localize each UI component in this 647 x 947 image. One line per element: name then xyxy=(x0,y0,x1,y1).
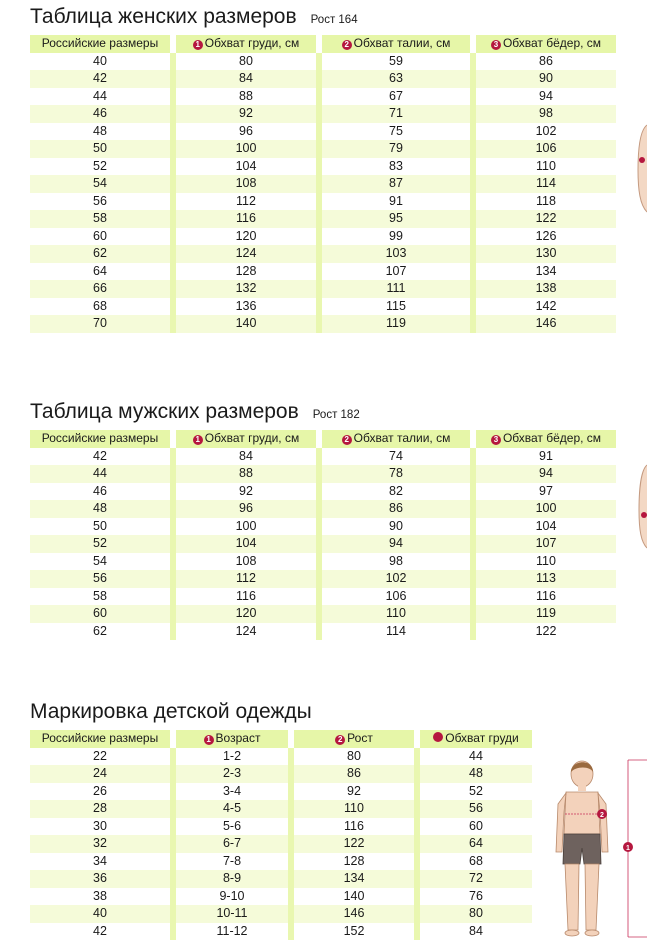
table-cell: 6-7 xyxy=(176,835,288,853)
table-cell: 99 xyxy=(322,228,470,246)
table-row xyxy=(30,245,616,263)
table-row xyxy=(30,783,532,801)
table-cell: 104 xyxy=(176,535,316,553)
women-figure-icon xyxy=(632,120,647,215)
table-row xyxy=(30,765,532,783)
table-cell: 26 xyxy=(30,783,170,801)
table-cell: 98 xyxy=(322,553,470,571)
men-header-row xyxy=(30,430,616,448)
women-column-header xyxy=(476,35,616,53)
women-column-header-label: Обхват груди, см xyxy=(204,36,300,50)
table-row xyxy=(30,210,616,228)
table-cell: 34 xyxy=(30,853,170,871)
men-column-header-label: Российские размеры xyxy=(41,431,159,445)
table-row xyxy=(30,298,616,316)
table-cell: 38 xyxy=(30,888,170,906)
table-cell: 91 xyxy=(476,448,616,466)
kids-title-row xyxy=(30,695,532,725)
table-row xyxy=(30,500,616,518)
table-cell: 70 xyxy=(30,315,170,333)
table-cell: 132 xyxy=(176,280,316,298)
table-cell: 116 xyxy=(176,588,316,606)
table-cell: 116 xyxy=(476,588,616,606)
table-cell: 103 xyxy=(322,245,470,263)
table-cell: 46 xyxy=(30,105,170,123)
table-cell: 138 xyxy=(476,280,616,298)
table-cell: 112 xyxy=(176,570,316,588)
table-cell: 142 xyxy=(476,298,616,316)
table-cell: 42 xyxy=(30,70,170,88)
table-cell: 30 xyxy=(30,818,170,836)
table-cell: 100 xyxy=(176,140,316,158)
table-cell: 64 xyxy=(420,835,532,853)
table-cell: 79 xyxy=(322,140,470,158)
table-cell: 104 xyxy=(176,158,316,176)
marker-number-icon: 2 xyxy=(335,735,345,745)
table-cell: 140 xyxy=(294,888,414,906)
table-cell: 146 xyxy=(476,315,616,333)
men-size-table xyxy=(30,430,616,640)
table-cell: 84 xyxy=(420,923,532,941)
women-size-section xyxy=(30,0,616,333)
table-cell: 98 xyxy=(476,105,616,123)
child-chest-marker-label: 2 xyxy=(600,812,604,819)
child-height-marker-label: 1 xyxy=(626,845,630,852)
table-cell: 72 xyxy=(420,870,532,888)
table-cell: 74 xyxy=(322,448,470,466)
women-column-header-label: Обхват бёдер, см xyxy=(502,36,602,50)
marker-number-icon: 3 xyxy=(491,40,501,50)
table-cell: 122 xyxy=(476,210,616,228)
women-figure-marker-icon xyxy=(639,157,645,163)
table-cell: 146 xyxy=(294,905,414,923)
women-header-row xyxy=(30,35,616,53)
table-cell: 134 xyxy=(476,263,616,281)
table-cell: 106 xyxy=(322,588,470,606)
table-cell: 9-10 xyxy=(176,888,288,906)
table-cell: 5-6 xyxy=(176,818,288,836)
women-title-row xyxy=(30,0,616,30)
kids-column-header xyxy=(176,730,288,748)
table-row xyxy=(30,465,616,483)
table-cell: 96 xyxy=(176,123,316,141)
table-cell: 24 xyxy=(30,765,170,783)
table-row xyxy=(30,623,616,641)
table-cell: 124 xyxy=(176,245,316,263)
marker-number-icon: 1 xyxy=(193,40,203,50)
table-cell: 42 xyxy=(30,448,170,466)
table-cell: 56 xyxy=(30,570,170,588)
table-cell: 120 xyxy=(176,605,316,623)
table-cell: 107 xyxy=(322,263,470,281)
marker-number-icon xyxy=(433,732,443,742)
table-cell: 68 xyxy=(420,853,532,871)
table-row xyxy=(30,553,616,571)
table-cell: 108 xyxy=(176,553,316,571)
table-cell: 134 xyxy=(294,870,414,888)
women-column-header-label: Российские размеры xyxy=(41,36,159,50)
table-cell: 110 xyxy=(294,800,414,818)
table-cell: 48 xyxy=(30,123,170,141)
table-cell: 50 xyxy=(30,518,170,536)
table-cell: 116 xyxy=(176,210,316,228)
women-column-header xyxy=(176,35,316,53)
table-row xyxy=(30,88,616,106)
women-column-header xyxy=(30,35,170,53)
men-size-section xyxy=(30,395,616,640)
marker-number-icon: 3 xyxy=(491,435,501,445)
table-cell: 95 xyxy=(322,210,470,228)
table-cell: 2-3 xyxy=(176,765,288,783)
table-cell: 106 xyxy=(476,140,616,158)
kids-size-section xyxy=(30,695,532,940)
table-cell: 128 xyxy=(294,853,414,871)
table-cell: 102 xyxy=(322,570,470,588)
table-row xyxy=(30,605,616,623)
women-column-header-label: Обхват талии, см xyxy=(353,36,451,50)
table-cell: 86 xyxy=(322,500,470,518)
table-cell: 75 xyxy=(322,123,470,141)
table-cell: 90 xyxy=(322,518,470,536)
men-title-row xyxy=(30,395,616,425)
table-cell: 52 xyxy=(420,783,532,801)
table-row xyxy=(30,518,616,536)
table-cell: 60 xyxy=(30,605,170,623)
table-cell: 44 xyxy=(30,88,170,106)
kids-column-header xyxy=(30,730,170,748)
table-row xyxy=(30,748,532,766)
table-cell: 114 xyxy=(322,623,470,641)
table-row xyxy=(30,315,616,333)
table-cell: 42 xyxy=(30,923,170,941)
table-cell: 8-9 xyxy=(176,870,288,888)
table-cell: 113 xyxy=(476,570,616,588)
kids-column-header-label: Обхват груди xyxy=(445,731,519,745)
table-cell: 64 xyxy=(30,263,170,281)
kids-header-row xyxy=(30,730,532,748)
table-cell: 58 xyxy=(30,588,170,606)
table-cell: 78 xyxy=(322,465,470,483)
table-cell: 71 xyxy=(322,105,470,123)
table-cell: 110 xyxy=(476,158,616,176)
table-cell: 112 xyxy=(176,193,316,211)
table-row xyxy=(30,175,616,193)
table-row xyxy=(30,535,616,553)
men-figure-marker-icon xyxy=(641,512,647,518)
table-cell: 82 xyxy=(322,483,470,501)
table-cell: 87 xyxy=(322,175,470,193)
table-row xyxy=(30,280,616,298)
table-cell: 54 xyxy=(30,175,170,193)
table-cell: 80 xyxy=(176,53,316,71)
table-cell: 91 xyxy=(322,193,470,211)
table-cell: 83 xyxy=(322,158,470,176)
table-cell: 11-12 xyxy=(176,923,288,941)
table-cell: 7-8 xyxy=(176,853,288,871)
table-row xyxy=(30,483,616,501)
table-cell: 60 xyxy=(30,228,170,246)
women-size-table xyxy=(30,35,616,333)
table-cell: 100 xyxy=(476,500,616,518)
table-cell: 60 xyxy=(420,818,532,836)
men-column-header xyxy=(476,430,616,448)
table-cell: 92 xyxy=(176,483,316,501)
table-cell: 44 xyxy=(30,465,170,483)
table-cell: 66 xyxy=(30,280,170,298)
table-cell: 152 xyxy=(294,923,414,941)
table-cell: 108 xyxy=(176,175,316,193)
table-row xyxy=(30,888,532,906)
table-cell: 128 xyxy=(176,263,316,281)
women-height-note: Рост 164 xyxy=(310,14,358,26)
table-cell: 56 xyxy=(420,800,532,818)
table-cell: 48 xyxy=(420,765,532,783)
table-cell: 110 xyxy=(322,605,470,623)
table-row xyxy=(30,140,616,158)
table-cell: 97 xyxy=(476,483,616,501)
table-cell: 68 xyxy=(30,298,170,316)
table-cell: 94 xyxy=(476,465,616,483)
table-cell: 36 xyxy=(30,870,170,888)
table-cell: 48 xyxy=(30,500,170,518)
table-cell: 32 xyxy=(30,835,170,853)
kids-column-header-label: Рост xyxy=(347,731,373,745)
kids-column-header-label: Возраст xyxy=(215,731,261,745)
table-cell: 88 xyxy=(176,465,316,483)
table-row xyxy=(30,228,616,246)
table-cell: 54 xyxy=(30,553,170,571)
men-figure-icon xyxy=(632,460,647,550)
table-cell: 40 xyxy=(30,53,170,71)
table-cell: 118 xyxy=(476,193,616,211)
table-row xyxy=(30,870,532,888)
men-column-header-label: Обхват бёдер, см xyxy=(502,431,602,445)
table-cell: 10-11 xyxy=(176,905,288,923)
table-cell: 67 xyxy=(322,88,470,106)
marker-number-icon: 1 xyxy=(193,435,203,445)
table-cell: 122 xyxy=(476,623,616,641)
table-cell: 96 xyxy=(176,500,316,518)
table-cell: 50 xyxy=(30,140,170,158)
marker-number-icon: 1 xyxy=(204,735,214,745)
table-cell: 84 xyxy=(176,448,316,466)
table-cell: 111 xyxy=(322,280,470,298)
table-cell: 56 xyxy=(30,193,170,211)
table-row xyxy=(30,905,532,923)
kids-size-table xyxy=(30,730,532,940)
table-cell: 76 xyxy=(420,888,532,906)
table-cell: 120 xyxy=(176,228,316,246)
table-row xyxy=(30,263,616,281)
kids-column-header xyxy=(420,730,532,748)
table-cell: 1-2 xyxy=(176,748,288,766)
men-height-note: Рост 182 xyxy=(312,409,360,421)
table-cell: 94 xyxy=(476,88,616,106)
marker-number-icon: 2 xyxy=(342,435,352,445)
table-cell: 126 xyxy=(476,228,616,246)
table-row xyxy=(30,448,616,466)
table-cell: 63 xyxy=(322,70,470,88)
table-cell: 80 xyxy=(420,905,532,923)
table-cell: 28 xyxy=(30,800,170,818)
table-cell: 59 xyxy=(322,53,470,71)
table-cell: 124 xyxy=(176,623,316,641)
table-row xyxy=(30,105,616,123)
table-cell: 86 xyxy=(294,765,414,783)
men-column-header xyxy=(322,430,470,448)
table-cell: 3-4 xyxy=(176,783,288,801)
table-cell: 115 xyxy=(322,298,470,316)
table-cell: 62 xyxy=(30,623,170,641)
men-column-header-label: Обхват талии, см xyxy=(353,431,451,445)
table-row xyxy=(30,570,616,588)
table-cell: 46 xyxy=(30,483,170,501)
table-cell: 84 xyxy=(176,70,316,88)
table-cell: 122 xyxy=(294,835,414,853)
table-row xyxy=(30,70,616,88)
women-title: Таблица женских размеров xyxy=(30,5,297,28)
table-cell: 62 xyxy=(30,245,170,263)
child-figure-icon xyxy=(552,752,647,942)
kids-column-header-label: Российские размеры xyxy=(41,731,159,745)
table-row xyxy=(30,193,616,211)
table-cell: 140 xyxy=(176,315,316,333)
kids-title: Маркировка детской одежды xyxy=(30,700,312,723)
table-row xyxy=(30,853,532,871)
table-cell: 94 xyxy=(322,535,470,553)
table-cell: 119 xyxy=(476,605,616,623)
table-cell: 22 xyxy=(30,748,170,766)
table-row xyxy=(30,835,532,853)
table-cell: 119 xyxy=(322,315,470,333)
men-title: Таблица мужских размеров xyxy=(30,400,299,423)
table-cell: 80 xyxy=(294,748,414,766)
table-cell: 44 xyxy=(420,748,532,766)
table-cell: 107 xyxy=(476,535,616,553)
table-cell: 52 xyxy=(30,535,170,553)
table-row xyxy=(30,588,616,606)
men-column-header xyxy=(30,430,170,448)
table-cell: 4-5 xyxy=(176,800,288,818)
table-cell: 92 xyxy=(294,783,414,801)
table-row xyxy=(30,923,532,941)
table-row xyxy=(30,123,616,141)
table-cell: 52 xyxy=(30,158,170,176)
table-cell: 40 xyxy=(30,905,170,923)
table-cell: 114 xyxy=(476,175,616,193)
women-column-header xyxy=(322,35,470,53)
men-column-header xyxy=(176,430,316,448)
table-cell: 86 xyxy=(476,53,616,71)
table-cell: 110 xyxy=(476,553,616,571)
marker-number-icon: 2 xyxy=(342,40,352,50)
table-row xyxy=(30,158,616,176)
table-cell: 102 xyxy=(476,123,616,141)
table-row xyxy=(30,53,616,71)
table-cell: 90 xyxy=(476,70,616,88)
table-row xyxy=(30,818,532,836)
table-cell: 136 xyxy=(176,298,316,316)
kids-column-header xyxy=(294,730,414,748)
table-cell: 58 xyxy=(30,210,170,228)
men-column-header-label: Обхват груди, см xyxy=(204,431,300,445)
table-cell: 116 xyxy=(294,818,414,836)
table-cell: 92 xyxy=(176,105,316,123)
table-cell: 100 xyxy=(176,518,316,536)
table-cell: 104 xyxy=(476,518,616,536)
table-row xyxy=(30,800,532,818)
table-cell: 130 xyxy=(476,245,616,263)
table-cell: 88 xyxy=(176,88,316,106)
